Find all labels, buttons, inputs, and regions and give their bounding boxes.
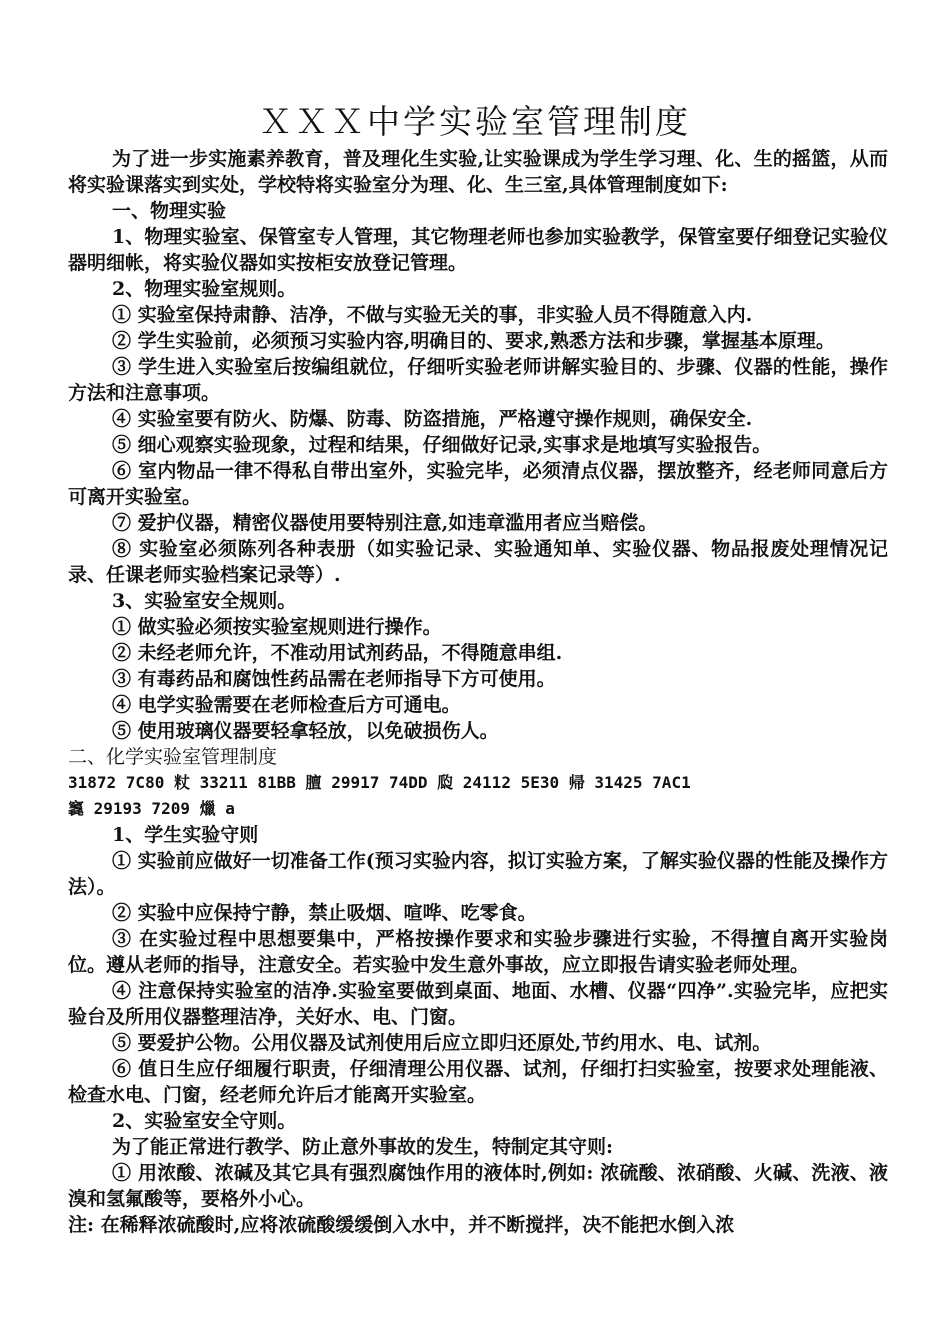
paragraph: ⑤ 细心观察实验现象，过程和结果，仔细做好记录,实事求是地填写实验报告。 — [112, 434, 772, 456]
paragraph: 竁 29193 7209 爉 a — [68, 799, 235, 818]
paragraph: ① 做实验必须按实验室规则进行操作。 — [112, 616, 442, 638]
paragraph: 为了进一步实施素养教育，普及理化生实验,让实验课成为学生学习理、化、生的摇篮，从而将实验课落实到实处，学校特将实验室分为理、化、生三室,具体管理制度如下: — [68, 148, 888, 196]
paragraph: 1、物理实验室、保管室专人管理，其它物理老师也参加实验教学，保管室要仔细登记实验仪器明细帐，将实验仪器如实按柜安放登记管理。 — [68, 226, 888, 274]
paragraph: 2、实验室安全守则。 — [112, 1110, 297, 1132]
paragraph: 注: 在稀释浓硫酸时,应将浓硫酸缓缓倒入水中，并不断搅拌，决不能把水倒入浓 — [68, 1214, 735, 1236]
paragraph: ⑥ 室内物品一律不得私自带出室外，实验完毕，必须清点仪器，摆放整齐，经老师同意后方可离开实验室。 — [68, 460, 888, 508]
paragraph: ② 学生实验前，必须预习实验内容,明确目的、要求,熟悉方法和步骤，掌握基本原理。 — [112, 330, 835, 352]
paragraph: ① 实验室保持肃静、洁净，不做与实验无关的事，非实验人员不得随意入内. — [112, 304, 753, 326]
paragraph: ⑧ 实验室必须陈列各种表册（如实验记录、实验通知单、实验仪器、物品报废处理情况记录、任课老师实验档案记录等）. — [68, 538, 888, 586]
paragraph: ① 用浓酸、浓碱及其它具有强烈腐蚀作用的液体时,例如: 浓硫酸、浓硝酸、火碱、洗液、液溴和氢氟酸等，要格外小心。 — [68, 1162, 888, 1210]
paragraph: ① 实验前应做好一切准备工作(预习实验内容，拟订实验方案，了解实验仪器的性能及操作方法）。 — [68, 850, 888, 898]
paragraph: 一、物理实验 — [112, 200, 227, 222]
paragraph: ⑤ 使用玻璃仪器要轻拿轻放，以免破损伤人。 — [112, 720, 499, 742]
paragraph: ④ 注意保持实验室的洁净.实验室要做到桌面、地面、水槽、仪器“四净”.实验完毕，应把实验台及所用仪器整理洁净，关好水、电、门窗。 — [68, 980, 888, 1028]
paragraph: 3、实验室安全规则。 — [112, 590, 297, 612]
document-title: ＸＸＸ中学实验室管理制度 — [259, 102, 691, 142]
paragraph: 31872 7C80 粀 33211 81BB 膻 29917 74DD 瓝 24112 5E30 帰 31425 7AC1 — [68, 773, 691, 792]
paragraph: ② 未经老师允许，不准动用试剂药品，不得随意串组. — [112, 642, 563, 664]
paragraph: 二、化学实验室管理制度 — [68, 746, 278, 768]
paragraph: ⑤ 要爱护公物。公用仪器及试剂使用后应立即归还原处,节约用水、电、试剂。 — [112, 1032, 772, 1054]
paragraph: ② 实验中应保持宁静，禁止吸烟、喧哗、吃零食。 — [112, 902, 537, 924]
paragraph: ③ 有毒药品和腐蚀性药品需在老师指导下方可使用。 — [112, 668, 556, 690]
paragraph: 为了能正常进行教学、防止意外事故的发生，特制定其守则: — [112, 1136, 614, 1158]
paragraph: ④ 电学实验需要在老师检查后方可通电。 — [112, 694, 461, 716]
paragraph: ④ 实验室要有防火、防爆、防毒、防盗措施，严格遵守操作规则，确保安全. — [112, 408, 753, 430]
paragraph: ③ 在实验过程中思想要集中，严格按操作要求和实验步骤进行实验，不得擅自离开实验岗位。遵从老师的指导，注意安全。若实验中发生意外事故，应立即报告请实验老师处理。 — [68, 928, 888, 976]
document-body — [68, 146, 888, 1238]
paragraph: 2、物理实验室规则。 — [112, 278, 297, 300]
paragraph: 1、学生实验守则 — [112, 824, 259, 846]
paragraph: ⑥ 值日生应仔细履行职责，仔细清理公用仪器、试剂，仔细打扫实验室，按要求处理能液、检查水电、门窗，经老师允许后才能离开实验室。 — [68, 1058, 888, 1106]
paragraph: ⑦ 爱护仪器，精密仪器使用要特别注意,如违章滥用者应当赔偿。 — [112, 512, 658, 534]
paragraph: ③ 学生进入实验室后按编组就位，仔细听实验老师讲解实验目的、步骤、仪器的性能，操作方法和注意事项。 — [68, 356, 888, 404]
